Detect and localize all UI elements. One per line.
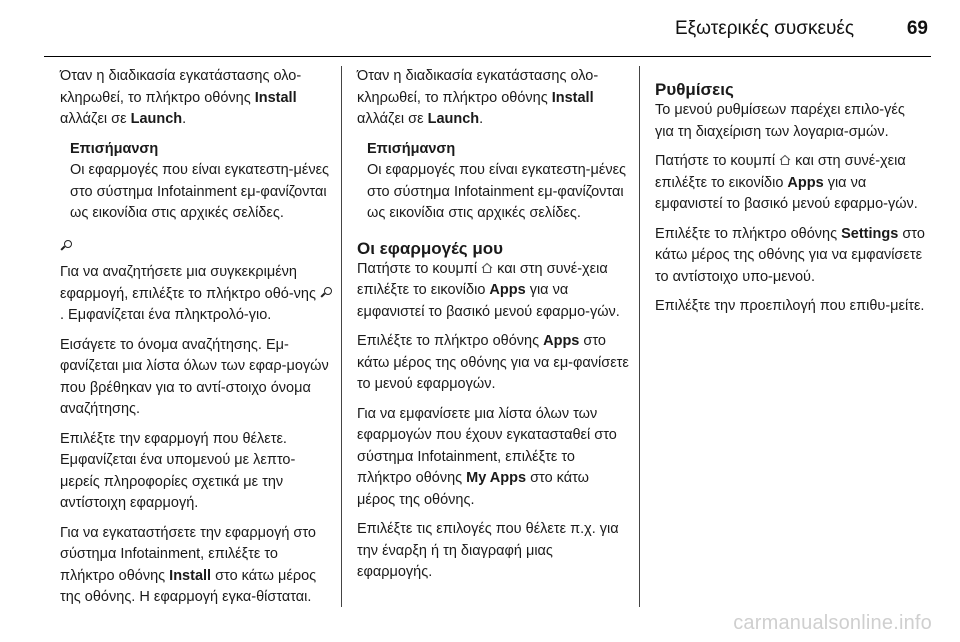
search-icon: [320, 287, 332, 299]
paragraph-search: Για να αναζητήσετε μια συγκεκριμένη εφαρμογή, επιλέξτε το πλήκτρο οθό-νης . Εμφανίζεται ένα πληκτρολό-γιο.: [60, 262, 332, 327]
launch-key-label: Launch: [427, 111, 480, 127]
launch-key-label: Launch: [130, 111, 183, 127]
section-heading-my-apps: Οι εφαρμογές μου: [357, 238, 504, 258]
paragraph-settings-key: Επιλέξτε το πλήκτρο οθόνης Settings στο κάτω μέρος της οθόνης για να εμφανίσετε το αντίστοιχο υπο-μενού.: [655, 225, 925, 285]
note-block: [367, 139, 631, 225]
paragraph-install-complete: Όταν η διαδικασία εγκατάστασης ολο-κληρωθεί, το πλήκτρο οθόνης Install αλλάζει σε Launch.: [357, 68, 599, 127]
paragraph-my-apps: Για να εμφανίσετε μια λίστα όλων των εφαρμογών που έχουν εγκατασταθεί στο σύστημα Infotainment, επιλέξτε το πλήκτρο οθόνης My Apps στο κάτω μέρος της οθόνης.: [357, 405, 617, 508]
apps-icon-label: Apps: [489, 282, 526, 298]
column-divider-2: [639, 66, 640, 607]
note-title: Επισήμανση: [367, 140, 456, 157]
my-apps-key-label: My Apps: [466, 470, 527, 486]
paragraph-options: Επιλέξτε τις επιλογές που θέλετε π.χ. για την έναρξη ή τη διαγραφή μιας εφαρμογής.: [357, 521, 619, 580]
search-symbol-heading: [60, 237, 332, 259]
apps-icon-label: Apps: [787, 174, 824, 191]
column-2: [357, 66, 631, 592]
paragraph-install-app: Για να εγκαταστήσετε την εφαρμογή στο σύστημα Infotainment, επιλέξτε το πλήκτρο οθόνης Install στο κάτω μέρος της οθόνης. Η εφαρμογή εγκα-θίσταται.: [60, 524, 317, 605]
paragraph-apps-key: Επιλέξτε το πλήκτρο οθόνης Apps στο κάτω μέρος της οθόνης για να εμ-φανίσετε το μενού εφαρμογών.: [357, 333, 629, 392]
column-1: [60, 66, 332, 617]
paragraph-select-default: Επιλέξτε την προεπιλογή που επιθυ-μείτε.: [655, 298, 925, 314]
section-heading-settings: Ρυθμίσεις: [655, 80, 734, 99]
install-key-label: Install: [551, 89, 594, 106]
note-title: Επισήμανση: [70, 140, 159, 157]
install-key-label: Install: [169, 567, 212, 584]
note-text: Οι εφαρμογές που είναι εγκατεστη-μένες στο σύστημα Infotainment εμ-φανίζονται ως εικονίδια στις αρχικές σελίδες.: [70, 162, 330, 221]
paragraph-open-apps: Πατήστε το κουμπί και στη συνέ-χεια επιλέξτε το εικονίδιο Apps για να εμφανιστεί το βασικό μενού εφαρμο-γών.: [357, 260, 620, 320]
running-header-title: Εξωτερικές συσκευές: [675, 18, 854, 39]
page-number: 69: [906, 18, 928, 39]
watermark-text: carmanualsonline.info: [733, 612, 932, 634]
home-icon: [481, 262, 493, 274]
paragraph-open-apps: Πατήστε το κουμπί και στη συνέ-χεια επιλέξτε το εικονίδιο Apps για να εμφανιστεί το βασικό μενού εφαρμο-γών.: [655, 153, 918, 212]
paragraph-select-app: Επιλέξτε την εφαρμογή που θέλετε. Εμφανίζεται ένα υπομενού με λεπτο-μερείς πληροφορίες σχετικά με την αντίστοιχη εφαρμογή.: [60, 430, 296, 511]
header-rule: [44, 56, 931, 57]
apps-key-label: Apps: [543, 333, 580, 349]
settings-key-label: Settings: [841, 225, 899, 242]
search-icon: [60, 240, 72, 252]
paragraph-install-complete: Όταν η διαδικασία εγκατάστασης ολο-κληρωθεί, το πλήκτρο οθόνης Install αλλάζει σε Launch.: [60, 68, 302, 127]
note-text: Οι εφαρμογές που είναι εγκατεστη-μένες στο σύστημα Infotainment εμ-φανίζονται ως εικονίδια στις αρχικές σελίδες.: [367, 162, 627, 221]
install-key-label: Install: [254, 89, 297, 106]
column-3: [655, 66, 927, 326]
paragraph-settings-intro: Το μενού ρυθμίσεων παρέχει επιλο-γές για τη διαχείριση των λογαρια-σμών.: [655, 102, 905, 140]
paragraph-enter-name: Εισάγετε το όνομα αναζήτησης. Εμ-φανίζεται μια λίστα όλων των εφαρ-μογών που βρέθηκαν για το αντί-στοιχο όνομα αναζήτησης.: [60, 336, 329, 417]
column-divider-1: [341, 66, 342, 607]
home-icon: [779, 154, 791, 166]
note-block: [70, 139, 332, 225]
